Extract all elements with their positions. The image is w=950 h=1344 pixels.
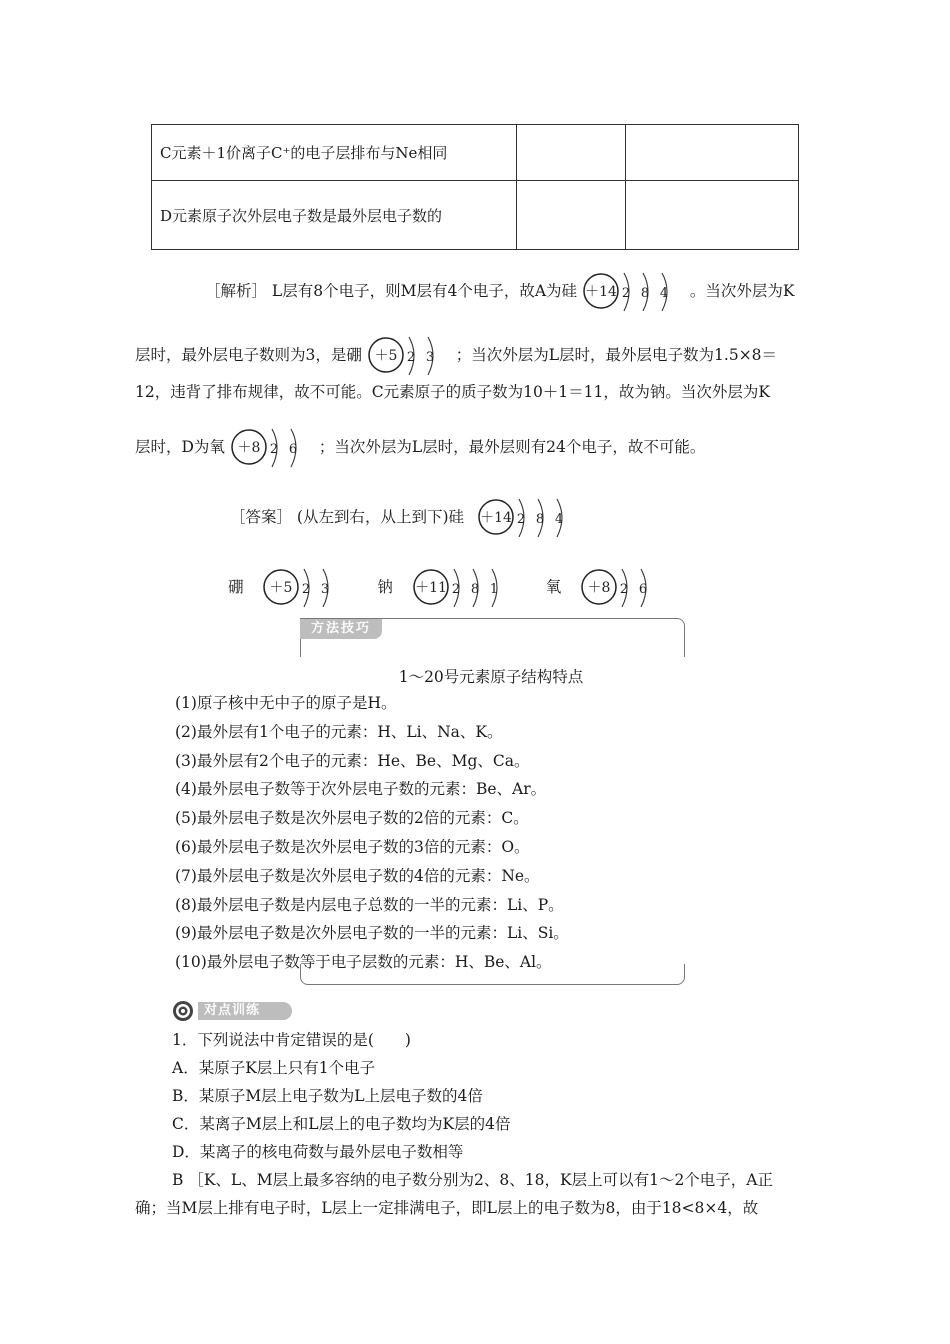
table-cell-d: D元素原子次外层电子数是最外层电子数的: [152, 181, 517, 250]
shell-electron-count: 3: [321, 582, 330, 597]
atom-diagram-si: [582, 269, 685, 315]
atom-diagram-si: [477, 495, 580, 541]
shell-electron-count: 8: [535, 512, 545, 527]
answer-line-2: 硼 ＋5 2 3 钠 ＋11 2 8 1 氧 ＋8 2 6: [228, 565, 664, 611]
method-heading: 1～20号元素原子结构特点: [398, 668, 584, 686]
method-box-title: 方法技巧: [300, 619, 382, 639]
option-c: C．某离子M层上和L层上的电子数均为K层的4倍: [172, 1115, 511, 1133]
table-cell-empty: [517, 125, 626, 181]
table-cell-empty: [626, 125, 799, 181]
method-item: (6)最外层电子数是次外层电子数的3倍的元素：O。: [175, 838, 530, 856]
method-box-frame-bottom: [300, 964, 685, 985]
shell-electron-count: 2: [621, 286, 631, 301]
nucleus-charge: ＋5: [269, 580, 293, 596]
method-item: (5)最外层电子数是次外层电子数的2倍的元素：C。: [175, 809, 529, 828]
method-item: (2)最外层有1个电子的元素：H、Li、Na、K。: [175, 722, 503, 741]
method-item: (3)最外层有2个电子的元素：He、Be、Mg、Ca。: [175, 751, 530, 770]
shell-electron-count: 8: [470, 582, 479, 597]
method-item: (1)原子核中无中子的原子是H。: [175, 694, 397, 712]
nucleus-charge: ＋5: [374, 348, 398, 364]
nucleus-charge: ＋11: [414, 580, 447, 596]
analysis-line-1: ［解析］ L层有8个电子，则M层有4个电子，故A为硅 ＋14 2 8 4 。当次外层为K: [205, 269, 794, 315]
shell-electron-count: 2: [406, 350, 415, 365]
shell-electron-count: 6: [288, 442, 298, 457]
shell-electron-count: 2: [269, 442, 279, 457]
shell-electron-count: 4: [659, 286, 669, 301]
atom-diagram-o: [230, 425, 314, 471]
shell-electron-count: 4: [554, 512, 564, 527]
shell-electron-count: 2: [451, 582, 460, 597]
shell-electron-count: 2: [516, 512, 526, 527]
practice-title: 对点训练: [198, 1002, 292, 1020]
method-item: (4)最外层电子数等于次外层电子数的元素：Be、Ar。: [175, 780, 547, 799]
method-item: (9)最外层电子数是次外层电子数的一半的元素：Li、Si。: [175, 924, 569, 943]
atom-diagram-b: [262, 565, 346, 611]
shell-electron-count: 2: [302, 582, 311, 597]
question-table: [151, 124, 799, 250]
shell-electron-count: 8: [640, 286, 650, 301]
atom-diagram-na: [412, 565, 515, 611]
answer-line-1: ［答案］ (从左到右，从上到下)硅 ＋14 2 8 4: [230, 495, 580, 541]
shell-electron-count: 6: [639, 582, 648, 597]
question-stem: 1．下列说法中肯定错误的是( ): [172, 1031, 411, 1049]
solution-line-2: 确；当M层上排有电子时，L层上一定排满电子，即L层上的电子数为8，由于18<8×4，故: [135, 1199, 759, 1217]
table-cell-empty: [626, 181, 799, 250]
option-b: B．某原子M层上电子数为L上层电子数的4倍: [172, 1087, 483, 1105]
analysis-line-3: 12，违背了排布规律，故不可能。C元素原子的质子数为10＋1＝11，故为钠。当次外层为K: [135, 383, 770, 401]
option-d: D．某离子的核电荷数与最外层电子数相等: [172, 1143, 464, 1161]
nucleus-charge: ＋8: [587, 580, 611, 596]
nucleus-charge: ＋8: [237, 440, 261, 456]
table-cell-empty: [517, 181, 626, 250]
method-item: (7)最外层电子数是次外层电子数的4倍的元素：Ne。: [175, 866, 540, 885]
solution-line-1: B ［K、L、M层上最多容纳的电子数分别为2、8、18，K层上可以有1～2个电子，A正: [172, 1171, 774, 1189]
practice-header: [172, 1000, 261, 1022]
nucleus-charge: ＋14: [585, 284, 617, 300]
atom-diagram-b: [367, 333, 451, 379]
shell-electron-count: 1: [489, 582, 498, 597]
method-item: (10)最外层电子数等于电子层数的元素：H、Be、Al。: [175, 953, 552, 972]
nucleus-charge: ＋14: [480, 510, 512, 526]
target-icon: [172, 1000, 196, 1022]
shell-electron-count: 3: [425, 350, 434, 365]
table-cell-c: C元素＋1价离子C⁺的电子层排布与Ne相同: [152, 125, 517, 181]
analysis-line-4: 层时，D为氧 ＋8 2 6 ；当次外层为L层时，最外层则有24个电子，故不可能。: [135, 425, 705, 471]
shell-electron-count: 2: [620, 582, 629, 597]
option-a: A．某原子K层上只有1个电子: [172, 1059, 376, 1077]
method-item: (8)最外层电子数是内层电子总数的一半的元素：Li、P。: [175, 895, 564, 914]
analysis-line-2: 层时，最外层电子数则为3，是硼 ＋5 2 3 ；当次外层为L层时，最外层电子数为1.5×8＝: [135, 333, 777, 379]
atom-diagram-o: [580, 565, 664, 611]
